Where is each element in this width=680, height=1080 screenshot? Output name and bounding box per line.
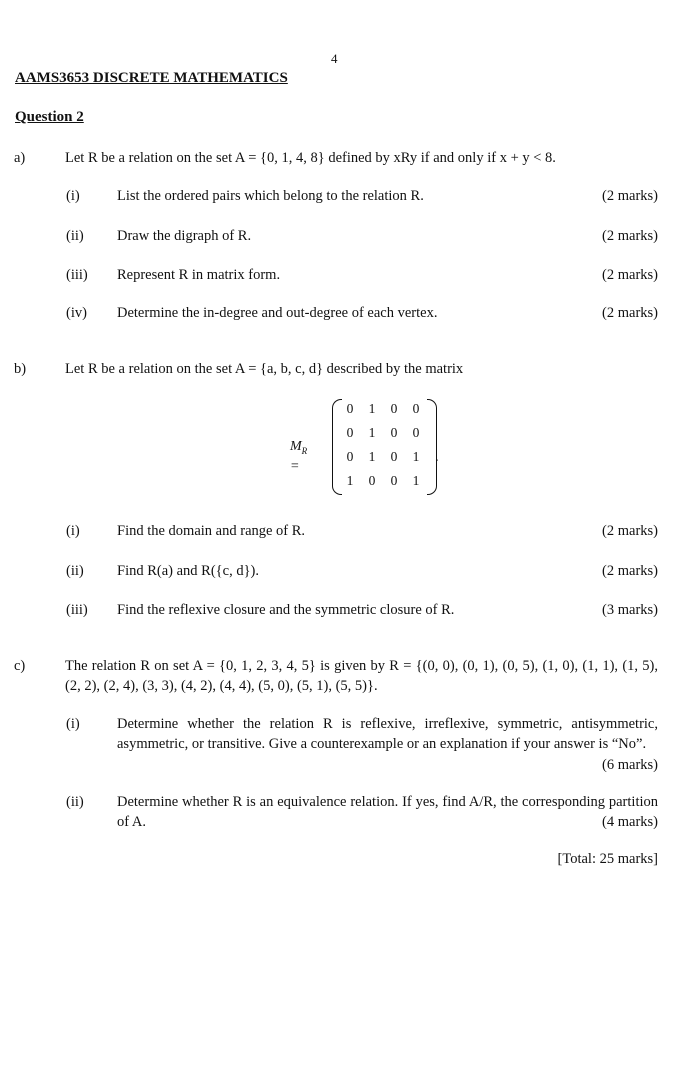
part-b-i-label: (i): [66, 523, 80, 539]
matrix-cell: 1: [368, 400, 376, 416]
part-a-iv-label: (iv): [66, 305, 87, 321]
part-b-ii-marks: (2 marks): [602, 563, 658, 579]
matrix-cell: 0: [390, 424, 398, 440]
part-c-i-label: (i): [66, 716, 80, 732]
matrix-cell: 0: [346, 448, 354, 464]
part-b-iii-marks: (3 marks): [602, 602, 658, 618]
matrix-row: [339, 397, 429, 421]
part-a-iii-marks: (2 marks): [602, 267, 658, 283]
part-b-iii-label: (iii): [66, 602, 88, 618]
matrix-cell: 0: [346, 400, 354, 416]
part-c-ii-block: [117, 792, 658, 833]
page-number: 4: [331, 51, 338, 66]
matrix-cell: 1: [412, 472, 420, 488]
part-b-ii-label: (ii): [66, 563, 84, 579]
course-title: AAMS3653 DISCRETE MATHEMATICS: [15, 70, 288, 86]
part-a-iv-text: Determine the in-degree and out-degree of each vertex.: [117, 305, 438, 321]
part-b-ii-text: Find R(a) and R({c, d}).: [117, 563, 259, 579]
total-marks: [Total: 25 marks]: [557, 851, 658, 867]
part-a-i-label: (i): [66, 188, 80, 204]
part-a-label: a): [14, 150, 26, 166]
matrix-equals: =: [290, 459, 300, 475]
part-c-ii-text: Determine whether R is an equivalence relation. If yes, find A/R, the corresponding partition of A.: [117, 794, 658, 831]
part-b-i-marks: (2 marks): [602, 523, 658, 539]
part-c-label: c): [14, 658, 26, 674]
matrix-end-period: .: [435, 449, 439, 465]
part-c-i-text: Determine whether the relation R is reflexive, irreflexive, symmetric, antisymmetric, asymmetric, or transitive. Give a counterexample or an explanation if your answer is “No”.: [117, 716, 658, 753]
matrix-cell: 1: [368, 424, 376, 440]
part-a-iii-text: Represent R in matrix form.: [117, 267, 281, 283]
part-b-iii-text: Find the reflexive closure and the symmetric closure of R.: [117, 602, 455, 618]
part-a-ii-marks: (2 marks): [602, 228, 658, 244]
question-title: Question 2: [15, 109, 84, 125]
matrix-row: [339, 469, 429, 493]
part-a-ii-label: (ii): [66, 228, 84, 244]
matrix-cell: 1: [412, 448, 420, 464]
matrix-cell: 0: [390, 472, 398, 488]
part-b-text: Let R be a relation on the set A = {a, b, c, d} described by the matrix: [65, 361, 464, 377]
part-a-iv-marks: (2 marks): [602, 305, 658, 321]
matrix-cell: 0: [368, 472, 376, 488]
matrix-cell: 1: [346, 472, 354, 488]
matrix-row: [339, 421, 429, 445]
part-c-ii-label: (ii): [66, 794, 84, 810]
part-c-i-marks: (6 marks): [602, 756, 658, 773]
part-a-i-text: List the ordered pairs which belong to the relation R.: [117, 188, 424, 204]
part-c-ii-marks: (4 marks): [602, 814, 658, 831]
matrix-cell: 0: [390, 448, 398, 464]
part-b-label: b): [14, 361, 27, 377]
matrix-subscript: R: [301, 445, 308, 456]
matrix-row: [339, 445, 429, 469]
matrix-label: [290, 437, 307, 477]
matrix-cell: 0: [412, 424, 420, 440]
matrix-cell: 0: [390, 400, 398, 416]
part-c-text: The relation R on set A = {0, 1, 2, 3, 4, 5} is given by R = {(0, 0), (0, 1), (0, 5), (1, 0), (1, 1), (1, 5), (2, 2), (2, 4), (3, 3), (4, 2), (4, 4), (5, 0), (5, 1), (5, 5)}.: [65, 658, 658, 695]
matrix-cell: 1: [368, 448, 376, 464]
matrix-grid: [339, 397, 429, 493]
part-b-i-text: Find the domain and range of R.: [117, 523, 306, 539]
part-a-i-marks: (2 marks): [602, 188, 658, 204]
matrix-symbol: M: [290, 439, 302, 454]
part-a-iii-label: (iii): [66, 267, 88, 283]
part-c-i-block: [117, 714, 658, 775]
matrix-cell: 0: [346, 424, 354, 440]
part-a-text: Let R be a relation on the set A = {0, 1, 4, 8} defined by xRy if and only if x + y < 8.: [65, 150, 556, 166]
matrix-cell: 0: [412, 400, 420, 416]
part-a-ii-text: Draw the digraph of R.: [117, 228, 252, 244]
